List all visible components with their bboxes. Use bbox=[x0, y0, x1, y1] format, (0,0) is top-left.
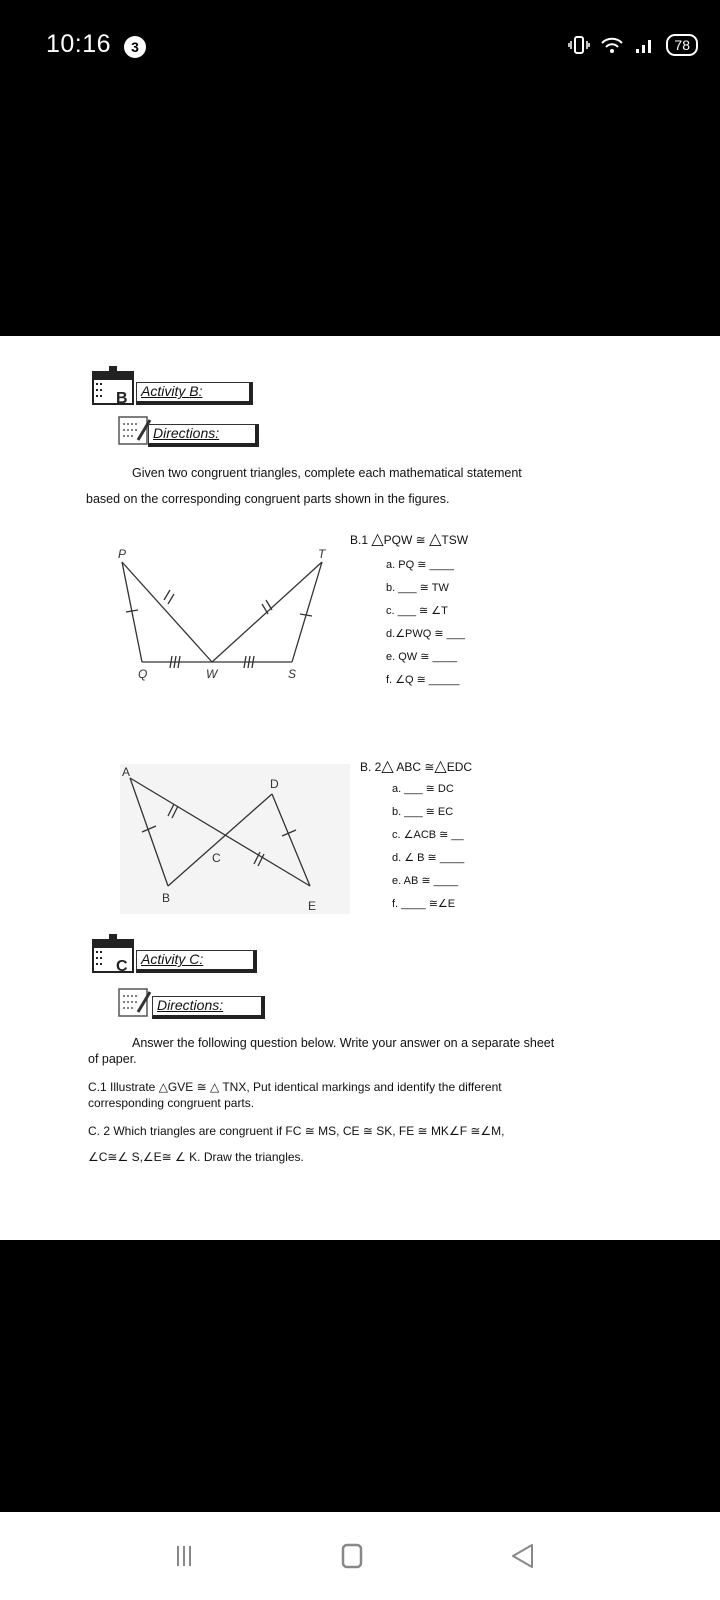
signal-icon bbox=[634, 35, 656, 55]
b2-item-f: f. ____ ≅∠E bbox=[392, 898, 456, 910]
label-c: C bbox=[212, 851, 221, 865]
activity-b-badge-icon bbox=[92, 366, 134, 406]
activity-c-directions-label: Directions: bbox=[152, 996, 265, 1019]
label-t: T bbox=[318, 547, 326, 561]
b1-item-d: d.∠PWQ ≅ ___ bbox=[386, 628, 466, 640]
activity-b-letter: B bbox=[116, 390, 128, 406]
notification-count-badge: 3 bbox=[124, 36, 146, 58]
b1-item-e: e. QW ≅ ____ bbox=[386, 651, 457, 663]
label-p: P bbox=[118, 547, 127, 561]
b1-item-f: f. ∠Q ≅ _____ bbox=[386, 674, 460, 686]
navigation-bar bbox=[0, 1512, 720, 1600]
triangle-icon: △ bbox=[371, 531, 384, 548]
b2-heading: B. 2△ ABC ≅△EDC bbox=[360, 758, 473, 775]
c2-line2: ∠C≅∠ S,∠E≅ ∠ K. Draw the triangles. bbox=[88, 1150, 304, 1164]
battery-indicator: 78 bbox=[666, 34, 698, 56]
b1-heading: B.1 △PQW ≅ △TSW bbox=[350, 531, 469, 548]
activity-b-directions-label: Directions: bbox=[148, 424, 259, 447]
activity-b-instruction-line2: based on the corresponding congruent parts shown in the figures. bbox=[86, 492, 450, 506]
wifi-icon bbox=[600, 35, 624, 55]
label-a: A bbox=[122, 765, 131, 779]
figure-b2-triangles bbox=[120, 764, 350, 914]
segment-pw bbox=[122, 562, 212, 662]
c2-line1: C. 2 Which triangles are congruent if FC ≅ MS, CE ≅ SK, FE ≅ MK∠F ≅∠M, bbox=[88, 1124, 505, 1138]
activity-c-instruction-line1: Answer the following question below. Write your answer on a separate sheet bbox=[132, 1036, 555, 1050]
activity-b-instruction-line1: Given two congruent triangles, complete each mathematical statement bbox=[132, 466, 522, 480]
label-e: E bbox=[308, 899, 317, 913]
c1-line1: C.1 Illustrate △GVE ≅ △ TNX, Put identical markings and identify the different bbox=[88, 1080, 502, 1094]
home-icon[interactable] bbox=[338, 1542, 366, 1570]
directions-icon bbox=[118, 986, 154, 1018]
activity-b-title: Activity B: bbox=[136, 382, 253, 405]
clock: 10:16 bbox=[46, 30, 112, 58]
activity-c-badge-icon bbox=[92, 934, 134, 974]
worksheet-image[interactable] bbox=[0, 336, 720, 1240]
activity-c-title: Activity C: bbox=[136, 950, 257, 973]
c1-line2: corresponding congruent parts. bbox=[88, 1096, 255, 1110]
b2-item-e: e. AB ≅ ____ bbox=[392, 875, 459, 887]
label-b: B bbox=[162, 891, 171, 905]
activity-c-instruction-line2: of paper. bbox=[88, 1052, 137, 1066]
triangle-icon: △ bbox=[434, 758, 447, 775]
segment-ts bbox=[292, 562, 322, 662]
status-icons bbox=[568, 34, 698, 56]
b1-item-c: c. ___ ≅ ∠T bbox=[386, 605, 448, 617]
label-s: S bbox=[288, 667, 297, 681]
label-d: D bbox=[270, 777, 279, 791]
triangle-icon: △ bbox=[381, 758, 394, 775]
label-q: Q bbox=[138, 667, 148, 681]
label-w: W bbox=[206, 667, 218, 681]
b2-item-d: d. ∠ B ≅ ____ bbox=[392, 852, 465, 864]
vibrate-icon bbox=[568, 35, 590, 55]
back-icon[interactable] bbox=[508, 1542, 536, 1570]
b2-item-c: c. ∠ACB ≅ __ bbox=[392, 829, 464, 841]
figure-b1-triangles bbox=[110, 544, 340, 684]
b2-item-b: b. ___ ≅ EC bbox=[392, 806, 454, 818]
b1-item-b: b. ___ ≅ TW bbox=[386, 582, 449, 594]
b1-item-a: a. PQ ≅ ____ bbox=[386, 559, 454, 571]
b2-item-a: a. ___ ≅ DC bbox=[392, 783, 454, 795]
triangle-icon: △ bbox=[429, 531, 442, 548]
menu-icon[interactable] bbox=[170, 1542, 198, 1570]
segment-pq bbox=[122, 562, 142, 662]
activity-c-letter: C bbox=[116, 958, 128, 974]
status-bar bbox=[0, 0, 720, 90]
